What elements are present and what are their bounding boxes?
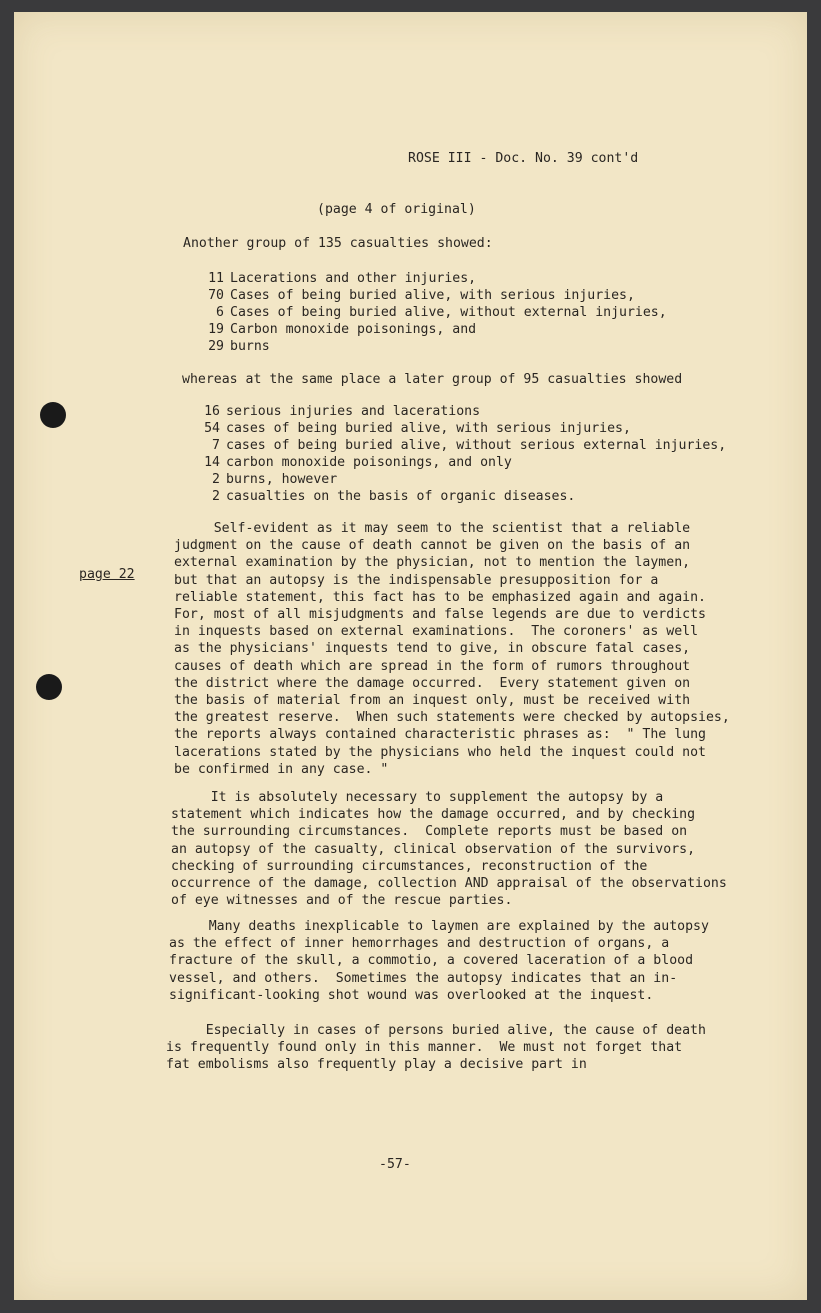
text-line: the reports always contained characteristic phrases as: " The lung	[174, 727, 706, 743]
text-line: judgment on the cause of death cannot be given on the basis of an	[174, 538, 691, 554]
list-item	[200, 270, 667, 287]
text-line: statement which indicates how the damage occurred, and by checking	[171, 807, 696, 823]
text-line: reliable statement, this fact has to be emphasized again and again.	[174, 589, 706, 605]
list-item	[200, 287, 667, 304]
text-line: Many deaths inexplicable to laymen are explained by the autopsy	[169, 919, 709, 934]
text-line: checking of surrounding circumstances, reconstruction of the	[171, 858, 648, 874]
list-item-count: 54	[204, 421, 220, 436]
list-item-count: 7	[212, 438, 220, 453]
text-line: the surrounding circumstances. Complete reports must be based on	[171, 824, 688, 840]
list-item-text: Cases of being buried alive, with serious injuries,	[230, 288, 635, 303]
text-line: It is absolutely necessary to supplement the autopsy by a	[171, 790, 664, 805]
list-item	[196, 454, 726, 471]
text-line: be confirmed in any case. "	[174, 761, 389, 777]
text-line: but that an autopsy is the indispensable presupposition for a	[174, 572, 659, 588]
text-line: occurrence of the damage, collection AND appraisal of the observations	[171, 876, 727, 892]
text-line: causes of death which are spread in the form of rumors throughout	[174, 658, 691, 674]
text-line: in inquests based on external examinations. The coroners' as well	[174, 624, 699, 640]
list-item-count: 6	[216, 305, 224, 320]
list-item-count: 11	[208, 271, 224, 286]
paragraph-autopsy-necessity	[174, 520, 730, 778]
document-header: ROSE III - Doc. No. 39 cont'd	[408, 151, 639, 166]
list-item-count: 2	[212, 472, 220, 487]
group2-intro: whereas at the same place a later group of 95 casualties showed	[182, 372, 683, 387]
text-line: the district where the damage occurred. Every statement given on	[174, 675, 691, 691]
list-item	[200, 338, 667, 355]
text-line: external examination by the physician, not to mention the laymen,	[174, 555, 691, 571]
list-item	[196, 488, 726, 505]
list-item-text: Cases of being buried alive, without external injuries,	[230, 305, 667, 320]
paragraph-buried-alive	[166, 1022, 706, 1074]
paragraph-supplement-statement	[171, 789, 727, 909]
group2-list	[196, 403, 726, 505]
list-item	[200, 321, 667, 338]
group1-intro: Another group of 135 casualties showed:	[183, 236, 493, 251]
page-note: (page 4 of original)	[317, 202, 476, 217]
text-line: of eye witnesses and of the rescue parties.	[171, 893, 513, 909]
list-item-text: cases of being buried alive, with serious injuries,	[226, 421, 631, 436]
list-item	[196, 437, 726, 454]
list-item-text: cases of being buried alive, without serious external injuries,	[226, 438, 727, 453]
text-line: significant-looking shot wound was overlooked at the inquest.	[169, 987, 654, 1003]
list-item-count: 2	[212, 489, 220, 504]
text-line: fracture of the skull, a commotio, a covered laceration of a blood	[169, 953, 694, 969]
text-line: as the effect of inner hemorrhages and destruction of organs, a	[169, 936, 670, 952]
text-line: For, most of all misjudgments and false legends are due to verdicts	[174, 607, 706, 623]
list-item-count: 70	[208, 288, 224, 303]
text-line: is frequently found only in this manner. We must not forget that	[166, 1040, 683, 1056]
list-item-text: burns	[230, 339, 270, 354]
list-item-count: 29	[208, 339, 224, 354]
list-item-count: 16	[204, 404, 220, 419]
list-item-text: Lacerations and other injuries,	[230, 271, 477, 286]
text-line: the basis of material from an inquest only, must be received with	[174, 693, 691, 709]
text-line: lacerations stated by the physicians who held the inquest could not	[174, 744, 706, 760]
page-number: -57-	[379, 1157, 411, 1172]
list-item-count: 14	[204, 455, 220, 470]
text-line: Self-evident as it may seem to the scientist that a reliable	[174, 521, 691, 536]
list-item	[196, 420, 726, 437]
paragraph-inexplicable-deaths	[169, 918, 709, 1004]
text-line: the greatest reserve. When such statements were checked by autopsies,	[174, 710, 730, 726]
list-item	[196, 471, 726, 488]
list-item-text: burns, however	[226, 472, 338, 487]
text-line: as the physicians' inquests tend to give, in obscure fatal cases,	[174, 641, 691, 657]
list-item	[196, 403, 726, 420]
list-item-text: serious injuries and lacerations	[226, 404, 481, 419]
text-line: Especially in cases of persons buried alive, the cause of death	[166, 1023, 706, 1038]
text-line: an autopsy of the casualty, clinical observation of the survivors,	[171, 841, 696, 857]
punch-hole-lower	[36, 674, 62, 700]
text-line: vessel, and others. Sometimes the autopsy indicates that an in-	[169, 970, 678, 986]
punch-hole-upper	[40, 402, 66, 428]
text-line: fat embolisms also frequently play a decisive part in	[166, 1057, 587, 1073]
list-item	[200, 304, 667, 321]
list-item-text: Carbon monoxide poisonings, and	[230, 322, 477, 337]
list-item-text: carbon monoxide poisonings, and only	[226, 455, 512, 470]
group1-list	[200, 270, 667, 355]
list-item-text: casualties on the basis of organic diseases.	[226, 489, 576, 504]
list-item-count: 19	[208, 322, 224, 337]
margin-note: page 22	[79, 567, 135, 582]
